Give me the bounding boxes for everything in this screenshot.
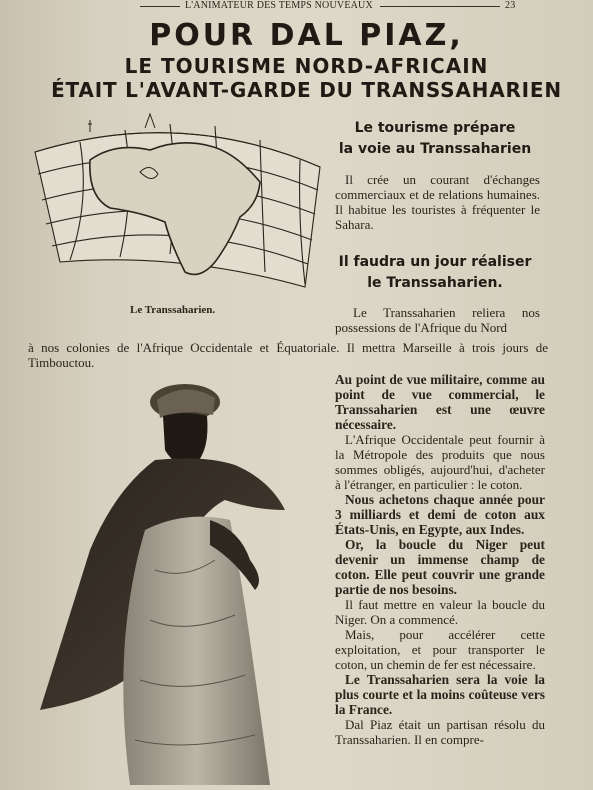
section-heading (330, 118, 540, 160)
heading-line: le Transsaharien. (367, 275, 503, 291)
divider (140, 6, 180, 7)
paragraph: L'Afrique Occidentale peut fournir à la Métropole des produits que nous sommes obligés, aujourd'hui, d'acheter à l'étranger, en particulier : le coton. (335, 432, 545, 492)
page-number: 23 (505, 0, 516, 11)
paragraph: à nos colonies de l'Afrique Occidentale et Équatoriale. Il mettra Marseille à trois jours de Timbouctou. (28, 340, 548, 370)
robed-figure-illustration (35, 380, 295, 790)
paragraph: Nous achetons chaque année pour 3 milliards et demi de coton aux États-Unis, en Egypte, aux Indes. (335, 492, 545, 537)
heading-line: Le tourisme prépare (354, 120, 516, 136)
heading-line: la voie au Transsaharien (338, 141, 532, 157)
paragraph: Au point de vue militaire, comme au point de vue commercial, le Transsaharien est une œuvre nécessaire. (335, 372, 545, 432)
publication-title: L'ANIMATEUR DES TEMPS NOUVEAUX (185, 0, 373, 11)
paragraph: Il faut mettre en valeur la boucle du Niger. On a commencé. (335, 597, 545, 627)
map-caption: Le Transsaharien. (130, 304, 216, 316)
headline-line-2: LE TOURISME NORD-AFRICAIN (124, 54, 489, 78)
paragraph: Or, la boucle du Niger peut devenir un immense champ de coton. Elle peut couvrir une grande partie de nos besoins. (335, 537, 545, 597)
paragraph: Dal Piaz était un partisan résolu du Transsaharien. Il en compre- (335, 717, 545, 747)
section-heading (330, 252, 540, 294)
headline-line-1: POUR DAL PIAZ, (149, 18, 464, 53)
paragraph: Le Transsaharien reliera nos possessions de l'Afrique du Nord (335, 305, 540, 335)
running-head (130, 0, 530, 12)
paragraph: Le Transsaharien sera la voie la plus courte et la moins coûteuse vers la France. (335, 672, 545, 717)
divider (380, 6, 500, 7)
heading-line: Il faudra un jour réaliser (338, 254, 532, 270)
headline-line-3: ÉTAIT L'AVANT-GARDE DU TRANSSAHARIEN (51, 78, 562, 102)
paragraph: Il crée un courant d'échanges commerciaux et de relations humaines. Il habitue les touristes à fréquenter le Sahara. (335, 172, 540, 232)
paragraph: Mais, pour accélérer cette exploitation, et pour transporter le coton, un chemin de fer est nécessaire. (335, 627, 545, 672)
text-column (335, 372, 545, 747)
transsaharan-globe-map (30, 112, 325, 297)
